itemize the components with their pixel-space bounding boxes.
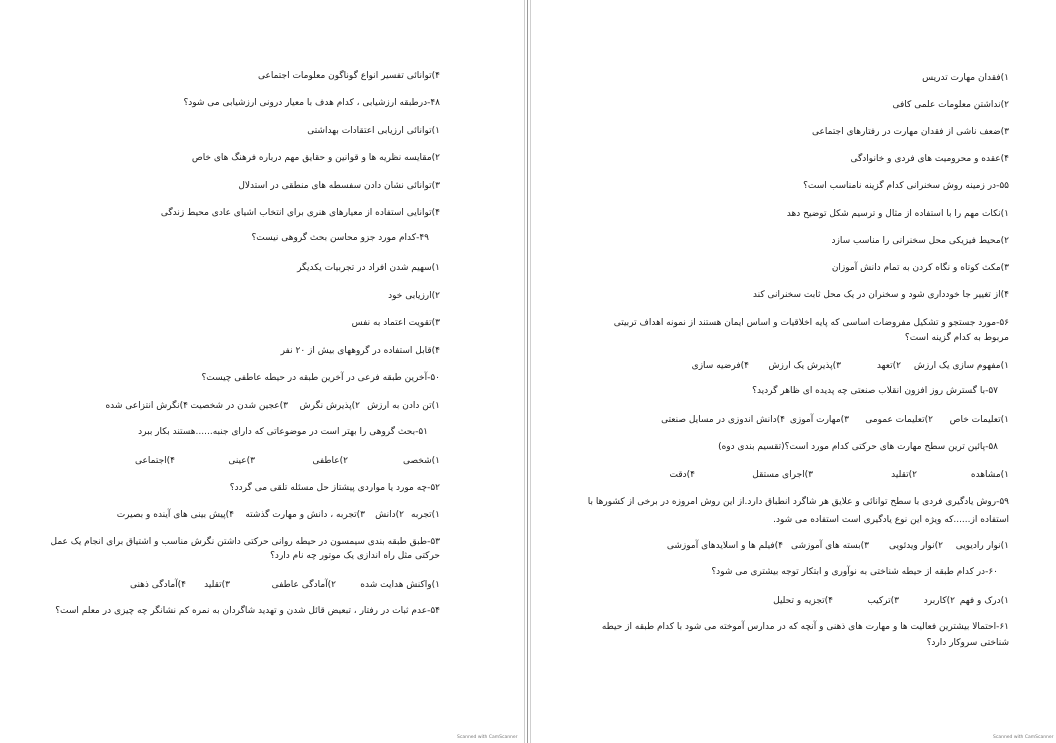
q47-option-4: ۴)توانائی تفسیر انواع گوناگون معلومات اجتماعی xyxy=(257,71,440,81)
q52-option-3: ۳)تجربه ، دانش و مهارت گذشته xyxy=(245,510,365,520)
question-51: ۵۱-بحث گروهی را بهتر است در موضوعاتی که دارای جنبه......هستند بکار ببرد xyxy=(138,427,428,437)
q53-option-1: ۱)واکنش هدایت شده xyxy=(360,580,440,590)
q60-option-2: ۲)کاربرد xyxy=(923,596,955,606)
q49-option-1: ۱)سهیم شدن افراد در تجربیات یکدیگر xyxy=(297,263,440,273)
question-56-line-2: مربوط به کدام گزینه است؟ xyxy=(904,333,1009,343)
q51-option-4: ۴)اجتماعی xyxy=(135,456,175,466)
q55-option-4: ۴)از تغییر جا خودداری شود و سخنران در یک محل ثابت سخنرانی کند xyxy=(752,290,1009,300)
q59-option-3: ۳)بسته های آموزشی xyxy=(790,541,869,551)
q59-option-2: ۲)نوار ویدئویی xyxy=(889,541,943,551)
q57-options xyxy=(621,414,1009,426)
q57-option-1: ۱)تعلیمات خاص xyxy=(949,415,1009,425)
question-53-line-2: حرکتی مثل راه اندازی یک موتور چه نام دارد؟ xyxy=(270,551,440,561)
q59-options xyxy=(651,540,1009,552)
q53-option-2: ۲)آمادگی عاطفی xyxy=(271,580,336,590)
q51-option-3: ۳)عینی xyxy=(228,456,255,466)
q50-option-4: ۴)نگرش انتزاعی شده xyxy=(105,401,188,411)
q54-option-2: ۲)نداشتن معلومات علمی کافی xyxy=(892,100,1009,110)
question-60: ۶۰-در کدام طبقه از حیطه شناختی به نوآوری و ابتکار توجه بیشتری می شود؟ xyxy=(711,567,998,577)
question-59-line-2: استفاده از......که ویژه این نوع یادگیری است استفاده می شود. xyxy=(773,515,1009,525)
q50-option-2: ۲)پذیرش نگرش xyxy=(299,401,360,411)
q53-options xyxy=(115,579,440,591)
q52-option-4: ۴)پیش بینی های آینده و بصیرت xyxy=(116,510,234,520)
question-52: ۵۲-چه مورد یا مواردی پیشتاز حل مسئله تلقی می گردد؟ xyxy=(229,483,440,493)
q50-options xyxy=(100,400,440,412)
q58-option-3: ۳)اجرای مستقل xyxy=(752,470,813,480)
q59-option-1: ۱)نوار رادیویی xyxy=(955,541,1009,551)
q54-option-1: ۱)فقدان مهارت تدریس xyxy=(922,73,1009,83)
q58-options xyxy=(656,469,1009,481)
q57-option-4: ۴)دانش اندوزی در مسایل صنعتی xyxy=(661,415,785,425)
question-56-line-1: ۵۶-مورد جستجو و تشکیل مفروضات اساسی که پایه اخلاقیات و اساس ایمان هستند از نمونه اهداف تربیتی xyxy=(613,318,1009,328)
q49-option-3: ۳)تقویت اعتماد به نفس xyxy=(351,318,440,328)
q60-options xyxy=(691,595,1009,607)
q48-option-4: ۴)توانایی استفاده از معیارهای هنری برای انتخاب اشیای عادی محیط زندگی xyxy=(160,208,440,218)
right-page xyxy=(531,0,1056,743)
q52-option-2: ۲)دانش xyxy=(375,510,404,520)
question-54: ۵۴-عدم ثبات در رفتار ، تبعیض قائل شدن و تهدید شاگردان به نمره کم نشانگر چه چیزی در معلم است؟ xyxy=(55,606,440,616)
q50-option-1: ۱)تن دادن به ارزش xyxy=(367,401,440,411)
q48-option-2: ۲)مقایسه نظریه ها و قوانین و حقایق مهم درباره فرهنگ های خاص xyxy=(191,153,440,163)
q57-option-2: ۲)تعلیمات عمومی xyxy=(865,415,933,425)
question-61-line-1: ۶۱-احتمالا بیشترین فعالیت ها و مهارت های ذهنی و آنچه که در مدارس آموخته می شود با کدام طبقه از حیطه xyxy=(601,622,1009,632)
question-53-line-1: ۵۳-طبق طبقه بندی سیمسون در حیطه روانی حرکتی داشتن نگرش مناسب و اشتیاق برای انجام یک عمل xyxy=(50,537,440,547)
q55-option-2: ۲)محیط فیزیکی محل سخنرانی را مناسب سازد xyxy=(831,236,1009,246)
q49-option-4: ۴)قابل استفاده در گروههای بیش از ۲۰ نفر xyxy=(280,346,440,356)
q49-option-2: ۲)ارزیابی خود xyxy=(388,291,440,301)
question-58: ۵۸-پائین ترین سطح مهارت های حرکتی کدام مورد است؟(تقسیم بندی دوه) xyxy=(718,442,998,452)
q56-option-3: ۳)پذیرش یک ارزش xyxy=(768,361,841,371)
q56-options xyxy=(631,360,1009,372)
q56-option-4: ۴)فرضیه سازی xyxy=(691,361,749,371)
q60-option-1: ۱)درک و فهم xyxy=(959,596,1009,606)
q53-option-4: ۴)آمادگی ذهنی xyxy=(129,580,186,590)
q55-option-1: ۱)نکات مهم را با استفاده از مثال و ترسیم شکل توضیح دهد xyxy=(786,209,1009,219)
q52-options xyxy=(115,509,440,521)
q57-option-3: ۳)مهارت آموزی xyxy=(789,415,849,425)
scanner-watermark: Scanned with CamScanner xyxy=(993,735,1054,740)
question-48: ۴۸-درطبقه ارزشیابی ، کدام هدف با معیار درونی ارزشیابی می شود؟ xyxy=(183,98,440,108)
page-divider xyxy=(524,0,531,743)
question-57: ۵۷-با گسترش روز افزون انقلاب صنعتی چه پدیده ای ظاهر گردید؟ xyxy=(752,386,998,396)
q48-option-3: ۳)توانائی نشان دادن سفسطه های منطقی در استدلال xyxy=(238,181,440,191)
q59-option-4: ۴)فیلم ها و اسلایدهای آموزشی xyxy=(666,541,783,551)
question-50: ۵۰-آخرین طبقه فرعی در آخرین طبقه در حیطه عاطفی چیست؟ xyxy=(201,373,440,383)
q60-option-4: ۴)تجزیه و تحلیل xyxy=(773,596,833,606)
q56-option-1: ۱)مفهوم سازی یک ارزش xyxy=(913,361,1009,371)
q51-options xyxy=(130,455,440,467)
q56-option-2: ۲)تعهد xyxy=(876,361,901,371)
question-49: ۴۹-کدام مورد جزو محاسن بحث گروهی نیست؟ xyxy=(251,233,429,243)
q55-option-3: ۳)مکث کوتاه و نگاه کردن به تمام دانش آموزان xyxy=(831,263,1009,273)
question-59-line-1: ۵۹-روش یادگیری فردی با سطح توانائی و علایق هر شاگرد انطباق دارد.از این روش امروزه در برخی از کشورها با xyxy=(587,497,1009,507)
left-page xyxy=(0,0,524,743)
q48-option-1: ۱)توانائی ارزیابی اعتقادات بهداشتی xyxy=(307,126,440,136)
q51-option-2: ۲)عاطفی xyxy=(312,456,348,466)
question-61-line-2: شناختی سروکار دارد؟ xyxy=(926,638,1009,648)
q54-option-3: ۳)ضعف ناشی از فقدان مهارت در رفتارهای اجتماعی xyxy=(812,127,1009,137)
q58-option-1: ۱)مشاهده xyxy=(970,470,1009,480)
q53-option-3: ۳)تقلید xyxy=(204,580,230,590)
q50-option-3: ۳)عجین شدن در شخصیت xyxy=(190,401,288,411)
q54-option-4: ۴)عقده و محرومیت های فردی و خانوادگی xyxy=(850,154,1009,164)
q52-option-1: ۱)تجربه xyxy=(411,510,440,520)
question-55: ۵۵-در زمینه روش سخنرانی کدام گزینه نامناسب است؟ xyxy=(803,181,1009,191)
q58-option-2: ۲)تقلید xyxy=(891,470,917,480)
q60-option-3: ۳)ترکیب xyxy=(867,596,899,606)
q58-option-4: ۴)دقت xyxy=(669,470,695,480)
q51-option-1: ۱)شخصی xyxy=(402,456,440,466)
scanner-watermark: Scanned with CamScanner xyxy=(457,735,518,740)
